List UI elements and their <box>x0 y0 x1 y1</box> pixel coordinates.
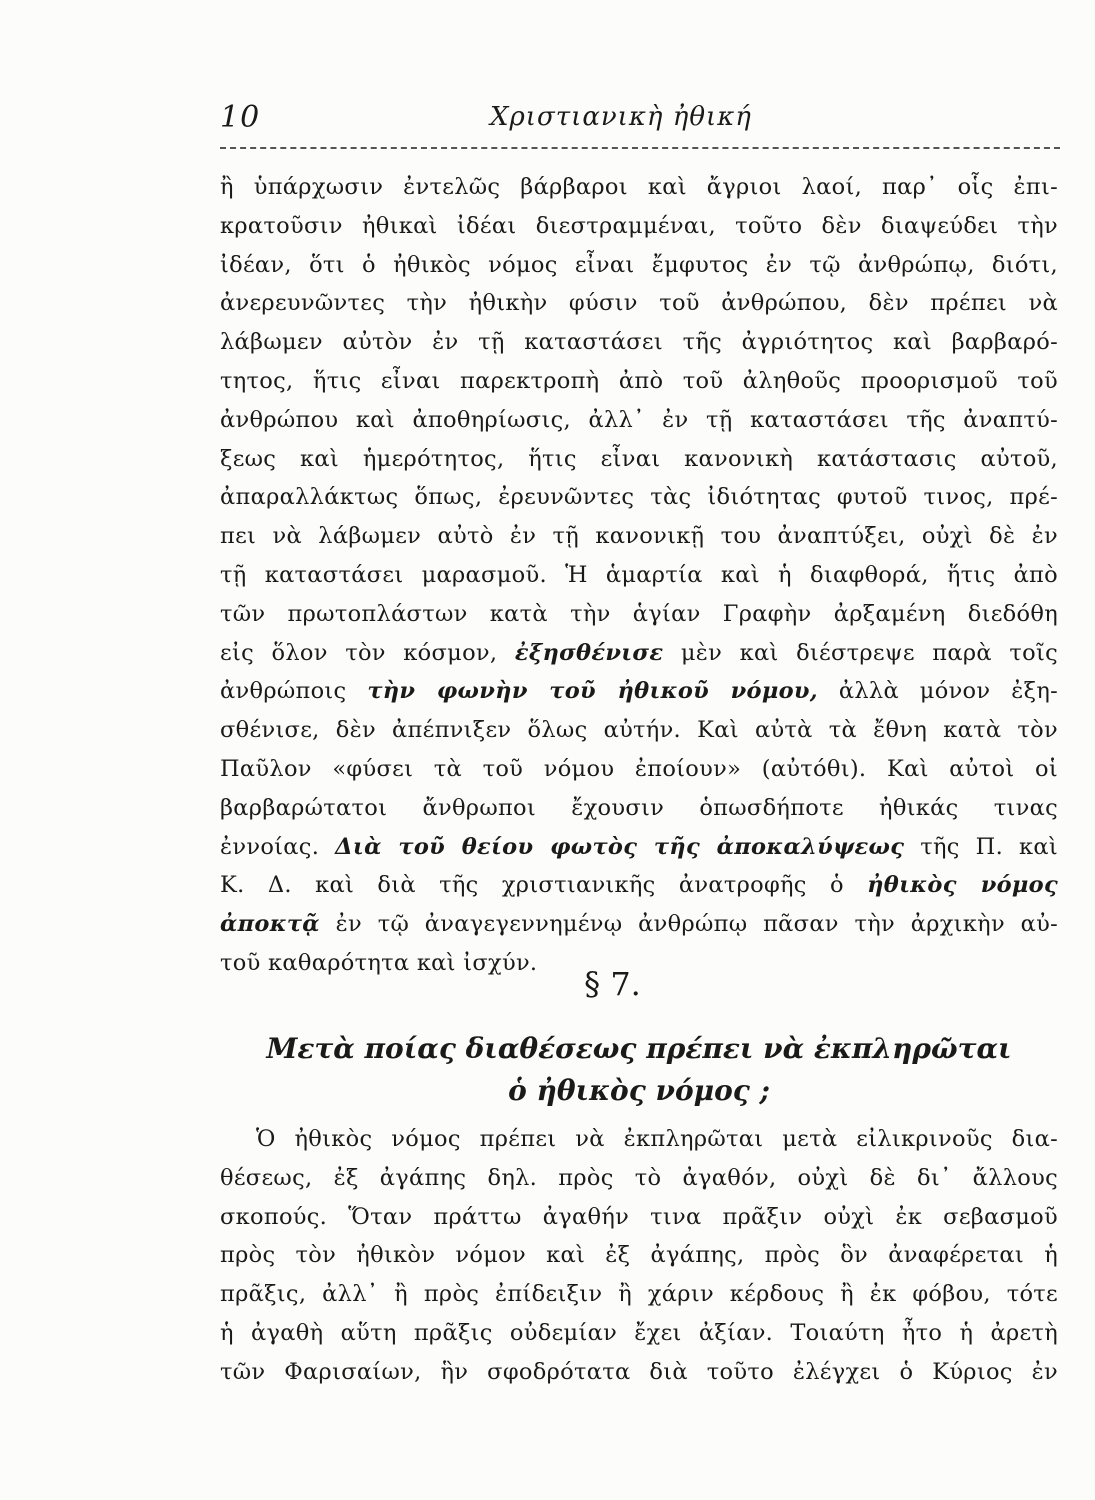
emphasized-text: Διὰ τοῦ θείου φωτὸς τῆς ἀποκαλύψεως <box>335 833 905 860</box>
text-line: τῇ καταστάσει μαρασμοῦ. Ἡ ἁμαρτία καὶ ἡ διαφθορά, ἥτις ἀπὸ <box>220 561 1058 588</box>
text-segment: μὲν καὶ διέστρεψε παρὰ τοῖς <box>680 639 1059 666</box>
text-line: τητος, ἥτις εἶναι παρεκτροπὴ ἀπὸ τοῦ ἀληθοῦς προορισμοῦ τοῦ <box>220 367 1058 394</box>
text-line: ξεως καὶ ἡμερότητος, ἥτις εἶναι κανονικὴ κατάστασις αὐτοῦ, <box>220 445 1058 472</box>
text-segment: Κ. Δ. καὶ διὰ τῆς χριστιανικῆς ἀνατροφῆς ὁ <box>220 872 844 899</box>
text-line: ἢ ὑπάρχωσιν ἐντελῶς βάρβαροι καὶ ἄγριοι λαοί, παρ᾽ οἷς ἐπι- <box>220 174 1058 200</box>
text-line: ἡ ἀγαθὴ αὕτη πρᾶξις οὐδεμίαν ἔχει ἀξίαν. Τοιαύτη ἦτο ἡ ἀρετὴ <box>220 1319 1058 1346</box>
header-rule <box>220 147 1060 149</box>
text-line: πει νὰ λάβωμεν αὐτὸ ἐν τῇ κανονικῇ του ἀναπτύξει, οὐχὶ δὲ ἐν <box>220 523 1058 550</box>
emphasized-text: ἠθικὸς νόμος <box>867 872 1058 899</box>
text-line: βαρβαρώτατοι ἄνθρωποι ἔχουσιν ὁπωσδήποτε ἠθικάς τινας <box>220 794 1058 821</box>
section-title-line: Μετὰ ποίας διαθέσεως πρέπει νὰ ἐκπληρῶται <box>266 1032 1012 1065</box>
paragraph-continuation <box>220 168 1058 983</box>
text-line: ἀπαραλλάκτως ὅπως, ἐρευνῶντες τὰς ἰδιότητας φυτοῦ τινος, πρέ- <box>220 484 1058 511</box>
emphasized-text: ἐξησθένισε <box>514 639 664 666</box>
text-line: σθένισε, δὲν ἀπέπνιξεν ὅλως αὐτήν. Καὶ αὐτὰ τὰ ἔθνη κατὰ τὸν <box>220 717 1058 744</box>
text-line: πρὸς τὸν ἠθικὸν νόμον καὶ ἐξ ἀγάπης, πρὸς ὃν ἀναφέρεται ἡ <box>220 1242 1058 1269</box>
text-line: θέσεως, ἐξ ἀγάπης δηλ. πρὸς τὸ ἀγαθόν, οὐχὶ δὲ δι᾽ ἄλλους <box>220 1164 1058 1191</box>
text-line <box>220 866 1058 905</box>
text-segment: ἀνθρώποις <box>220 678 347 705</box>
text-segment: ἀλλὰ μόνον ἐξη- <box>838 678 1058 705</box>
text-line: ἰδέαν, ὅτι ὁ ἠθικὸς νόμος εἶναι ἔμφυτος ἐν τῷ ἀνθρώπῳ, διότι, <box>220 251 1058 278</box>
text-line: πρᾶξις, ἀλλ᾽ ἢ πρὸς ἐπίδειξιν ἢ χάριν κέρδους ἢ ἐκ φόβου, τότε <box>220 1281 1058 1308</box>
text-line: ἀνθρώπου καὶ ἀποθηρίωσις, ἀλλ᾽ ἐν τῇ καταστάσει τῆς ἀναπτύ- <box>220 406 1058 433</box>
text-line: Ὁ ἠθικὸς νόμος πρέπει νὰ ἐκπληρῶται μετὰ εἰλικρινοῦς δια- <box>256 1126 1058 1152</box>
section-title-line: ὁ ἠθικὸς νόμος ; <box>508 1074 770 1107</box>
page-number: 10 <box>220 100 261 135</box>
text-line: λάβωμεν αὐτὸν ἐν τῇ καταστάσει τῆς ἀγριότητος καὶ βαρβαρό- <box>220 329 1058 356</box>
text-segment: ἐν τῷ ἀναγεγεννημένῳ ἀνθρώπῳ πᾶσαν τὴν ἀρχικὴν αὐ- <box>335 911 1059 938</box>
text-line: τῶν Φαρισαίων, ἣν σφοδρότατα διὰ τοῦτο ἐλέγχει ὁ Κύριος ἐν <box>220 1358 1058 1385</box>
text-line: σκοπούς. Ὅταν πράττω ἀγαθήν τινα πρᾶξιν οὐχὶ ἐκ σεβασμοῦ <box>220 1203 1058 1230</box>
text-segment: τῆς Π. καὶ <box>920 833 1059 860</box>
text-line: τῶν πρωτοπλάστων κατὰ τὴν ἁγίαν Γραφὴν ἀρξαμένη διεδόθη <box>220 600 1058 627</box>
page-header <box>220 100 1060 140</box>
paragraph-section-7 <box>220 1120 1058 1392</box>
emphasized-text: τὴν φωνὴν τοῦ ἠθικοῦ νόμου, <box>367 678 818 705</box>
text-line <box>220 634 1058 673</box>
text-segment: εἰς ὅλον τὸν κόσμον, <box>220 639 498 666</box>
text-line: Παῦλον «φύσει τὰ τοῦ νόμου ἐποίουν» (αὐτόθι). Καὶ αὐτοὶ οἱ <box>220 755 1058 782</box>
section-title <box>220 1028 1058 1112</box>
emphasized-text: ἀποκτᾷ <box>220 911 320 938</box>
section-number: § 7. <box>584 965 641 1003</box>
text-line <box>220 905 1058 944</box>
text-line <box>220 672 1058 711</box>
text-segment: ἐννοίας. <box>220 833 320 860</box>
text-line: ἀνερευνῶντες τὴν ἠθικὴν φύσιν τοῦ ἀνθρώπου, δὲν πρέπει νὰ <box>220 290 1058 317</box>
text-line <box>220 828 1058 867</box>
text-line: κρατοῦσιν ἠθικαὶ ἰδέαι διεστραμμέναι, τοῦτο δὲν διαψεύδει τὴν <box>220 212 1058 239</box>
text-line: τοῦ καθαρότητα καὶ ἰσχύν. <box>220 949 538 976</box>
running-head: Χριστιανικὴ ἠθική <box>490 102 752 132</box>
